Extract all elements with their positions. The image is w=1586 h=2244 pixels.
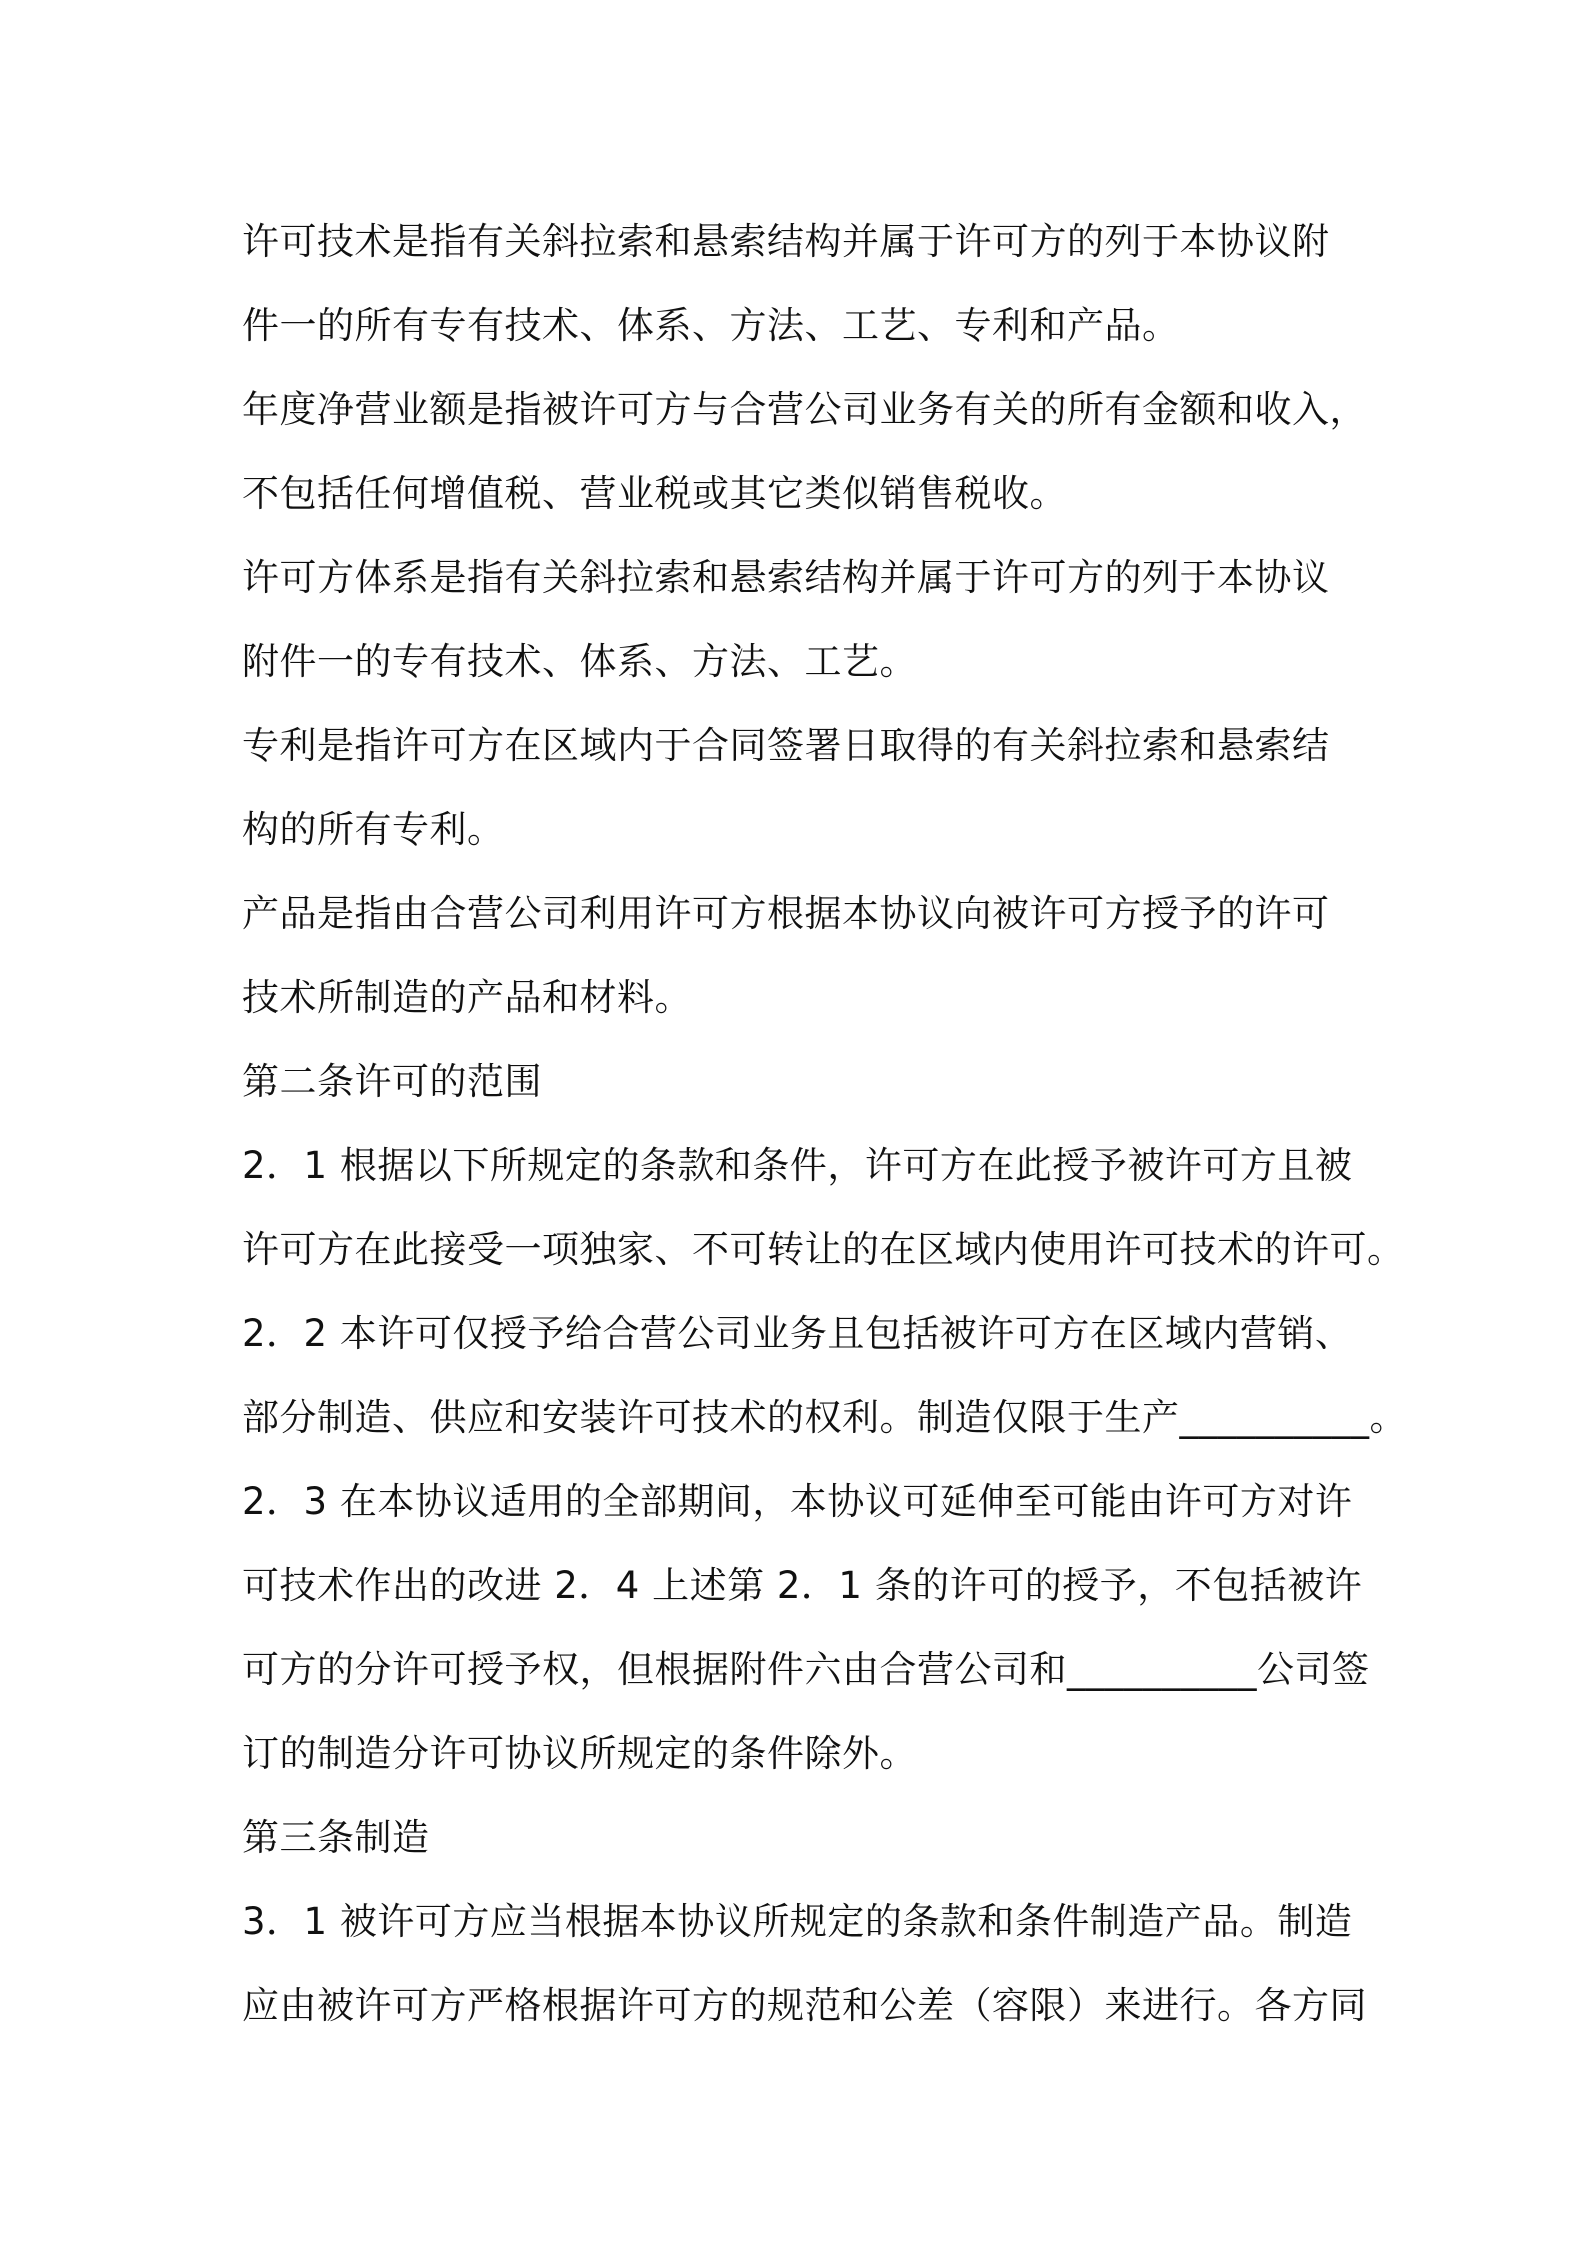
text-line: 技术所制造的产品和材料。 (242, 976, 692, 1019)
text-line: 年度净营业额是指被许可方与合营公司业务有关的所有金额和收入， (242, 388, 1367, 431)
text-line: 2．2 本许可仅授予给合营公司业务且包括被许可方在区域内营销、 (242, 1312, 1353, 1355)
text-line: 许可方在此接受一项独家、不可转让的在区域内使用许可技术的许可。 (242, 1228, 1405, 1271)
text-line: 2．1 根据以下所规定的条款和条件，许可方在此授予被许可方且被 (242, 1144, 1353, 1187)
text-line: 可技术作出的改进 2．4 上述第 2．1 条的许可的授予，不包括被许 (242, 1564, 1363, 1607)
text-line: 件一的所有专有技术、体系、方法、工艺、专利和产品。 (242, 304, 1180, 347)
text-line: 不包括任何增值税、营业税或其它类似销售税收。 (242, 472, 1067, 515)
text-line: 附件一的专有技术、体系、方法、工艺。 (242, 640, 917, 683)
text-line: 专利是指许可方在区域内于合同签署日取得的有关斜拉索和悬索结 (242, 724, 1330, 767)
document-body (242, 200, 1407, 2048)
text-line: 部分制造、供应和安装许可技术的权利。制造仅限于生产__________。 (242, 1396, 1407, 1439)
section-heading: 第三条制造 (242, 1816, 430, 1859)
text-line: 许可技术是指有关斜拉索和悬索结构并属于许可方的列于本协议附 (242, 220, 1330, 263)
section-heading: 第二条许可的范围 (242, 1060, 542, 1103)
text-line: 2．3 在本协议适用的全部期间，本协议可延伸至可能由许可方对许 (242, 1480, 1353, 1523)
text-line: 构的所有专利。 (242, 808, 505, 851)
text-line: 可方的分许可授予权，但根据附件六由合营公司和__________公司签 (242, 1648, 1370, 1691)
text-line: 订的制造分许可协议所规定的条件除外。 (242, 1732, 917, 1775)
text-line: 许可方体系是指有关斜拉索和悬索结构并属于许可方的列于本协议 (242, 556, 1330, 599)
text-line: 3．1 被许可方应当根据本协议所规定的条款和条件制造产品。制造 (242, 1900, 1353, 1943)
text-line: 产品是指由合营公司利用许可方根据本协议向被许可方授予的许可 (242, 892, 1330, 935)
text-line: 应由被许可方严格根据许可方的规范和公差（容限）来进行。各方同 (242, 1984, 1367, 2027)
